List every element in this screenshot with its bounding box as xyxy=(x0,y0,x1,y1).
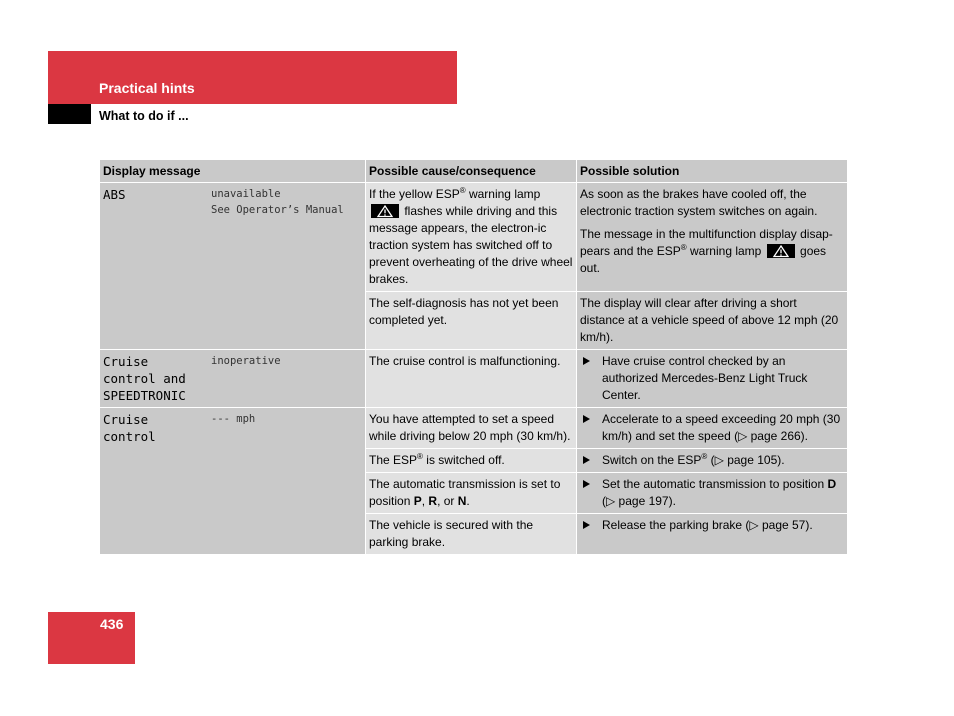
solution-text-part: (▷ page 105). xyxy=(707,453,785,467)
arrow-bullet-icon xyxy=(583,456,590,464)
cause-cell: The vehicle is secured with the parking brake. xyxy=(366,514,577,555)
message-detail-line: See Operator’s Manual xyxy=(211,204,344,216)
registered-mark: ® xyxy=(680,243,687,252)
cause-text: warning lamp xyxy=(465,187,541,201)
cause-text: is switched off. xyxy=(422,453,505,467)
cause-cell: The self-diagnosis has not yet been completed yet. xyxy=(366,292,577,350)
solution-text xyxy=(602,452,785,469)
solution-cell xyxy=(577,183,848,292)
arrow-bullet-icon xyxy=(583,415,590,423)
solution-cell xyxy=(577,350,848,408)
column-header-solution: Possible solution xyxy=(577,160,848,183)
cause-text: , or xyxy=(437,494,458,508)
message-text-line: control xyxy=(103,429,156,444)
message-text-line: Cruise xyxy=(103,354,149,369)
cause-text: If the yellow ESP xyxy=(369,187,460,201)
cause-text: The ESP xyxy=(369,453,418,467)
message-text xyxy=(103,411,211,445)
registered-mark: ® xyxy=(459,186,466,195)
solution-cell: The display will clear after driving a short distance at a vehicle speed of above 12 mph (20 km/h). xyxy=(577,292,848,350)
message-detail xyxy=(211,186,344,218)
table-row xyxy=(100,183,848,292)
subsection-marker xyxy=(48,104,91,124)
solution-cell xyxy=(577,449,848,473)
warning-triangle-icon xyxy=(767,244,795,258)
cause-text: The automatic transmission is set to position xyxy=(369,477,561,508)
solution-text: Accelerate to a speed exceeding 20 mph (30 km/h) and set the speed (▷ page 266). xyxy=(602,412,841,443)
solution-text-part: Set the automatic transmission to position xyxy=(602,477,828,491)
cause-cell xyxy=(366,449,577,473)
solution-cell xyxy=(577,473,848,514)
registered-mark: ® xyxy=(417,452,423,461)
message-text-line: control and xyxy=(103,371,186,386)
message-text-line: SPEEDTRONIC xyxy=(103,388,186,403)
warning-triangle-icon xyxy=(371,204,399,218)
message-detail: inoperative xyxy=(211,355,281,367)
cause-cell: You have attempted to set a speed while driving below 20 mph (30 km/h). xyxy=(366,408,577,449)
solution-text xyxy=(602,476,844,510)
page-number: 436 xyxy=(100,616,124,632)
cause-cell: The cruise control is malfunctioning. xyxy=(366,350,577,408)
display-message-cell xyxy=(100,350,366,408)
message-detail: --- mph xyxy=(211,413,256,425)
cause-text: . xyxy=(466,494,470,508)
solution-text: Release the parking brake (▷ page 57). xyxy=(602,518,813,532)
arrow-bullet-icon xyxy=(583,521,590,529)
message-detail-line: unavailable xyxy=(211,188,281,200)
gear-position: P xyxy=(413,494,422,508)
solution-text-part: warning lamp xyxy=(686,244,762,258)
solution-text-part: The message in the multifunction display disap-pears and the ESP xyxy=(580,227,833,258)
cause-cell xyxy=(366,473,577,514)
solution-text xyxy=(580,226,844,277)
column-header-cause: Possible cause/consequence xyxy=(366,160,577,183)
arrow-bullet-icon xyxy=(583,480,590,488)
solution-text: Have cruise control checked by an authorized Mercedes-Benz Light Truck Center. xyxy=(602,354,808,402)
section-header-band xyxy=(48,51,457,104)
message-text xyxy=(103,353,211,404)
message-text-line: Cruise xyxy=(103,412,149,427)
subsection-title: What to do if ... xyxy=(99,109,189,123)
gear-position: N xyxy=(457,494,467,508)
solution-text-part: goes out. xyxy=(580,244,827,275)
display-message-cell xyxy=(100,183,366,350)
table-header-row xyxy=(100,160,848,183)
solution-text-part: Switch on the ESP xyxy=(602,453,702,467)
display-message-cell xyxy=(100,408,366,555)
arrow-bullet-icon xyxy=(583,357,590,365)
gear-position: R xyxy=(428,494,438,508)
solution-cell xyxy=(577,408,848,449)
section-title: Practical hints xyxy=(99,80,195,96)
gear-position: D xyxy=(827,477,837,491)
table-row xyxy=(100,350,848,408)
message-text: ABS xyxy=(103,187,126,202)
cause-cell xyxy=(366,183,577,292)
solution-text-part: (▷ page 197). xyxy=(602,494,676,508)
column-header-display-message: Display message xyxy=(100,160,366,183)
solution-text: As soon as the brakes have cooled off, the electronic traction system switches on again. xyxy=(580,187,818,218)
display-message-table xyxy=(99,159,848,555)
cause-text: flashes while driving and this message appears, the electron-ic traction system has switched off to prevent overheating of the drive wheel brakes. xyxy=(369,204,573,286)
solution-cell xyxy=(577,514,848,555)
table-row xyxy=(100,408,848,449)
cause-text: , xyxy=(421,494,429,508)
registered-mark: ® xyxy=(701,452,708,461)
